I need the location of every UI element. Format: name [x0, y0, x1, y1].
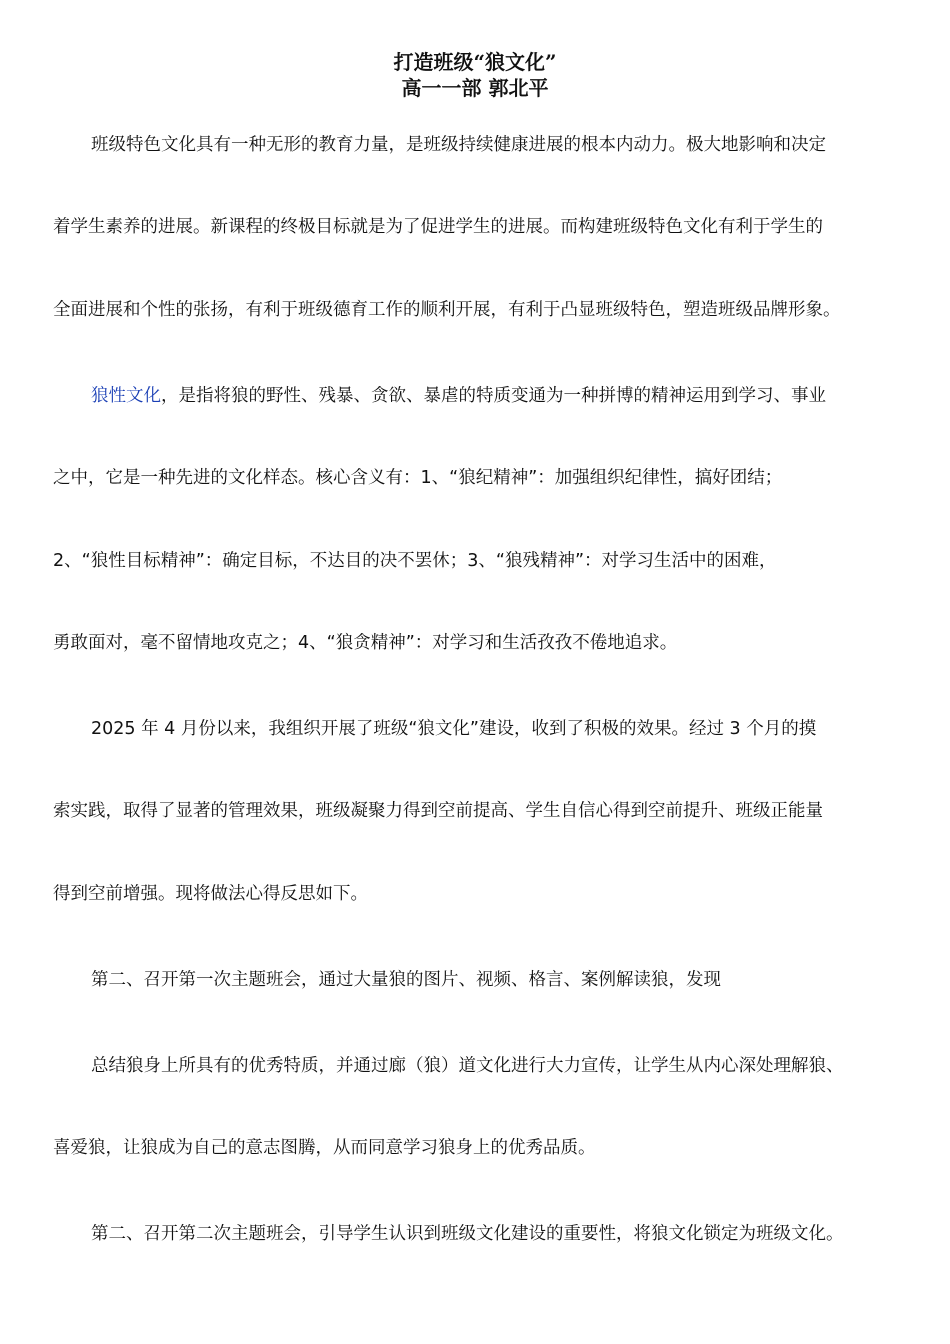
paragraph-line: 班级特色文化具有一种无形的教育力量，是班级持续健康进展的根本内动力。极大地影响和决定	[91, 135, 826, 155]
paragraph-line: 着学生素养的进展。新课程的终极目标就是为了促进学生的进展。而构建班级特色文化有利于学生的	[53, 217, 823, 237]
paragraph-line: 勇敢面对，毫不留情地攻克之；4、“狼贪精神”：对学习和生活孜孜不倦地追求。	[53, 633, 678, 653]
paragraph-line: 总结狼身上所具有的优秀特质，并通过廊（狼）道文化进行大力宣传，让学生从内心深处理解狼、	[91, 1056, 844, 1076]
wolf-culture-link[interactable]: 狼性文化	[91, 386, 161, 406]
paragraph-line: 2025 年 4 月份以来，我组织开展了班级“狼文化”建设，收到了积极的效果。经过 3 个月的摸	[91, 719, 817, 739]
paragraph-line: 第二、召开第一次主题班会，通过大量狼的图片、视频、格言、案例解读狼，发现	[91, 970, 721, 990]
paragraph-line-text: ，是指将狼的野性、残暴、贪欲、暴虐的特质变通为一种拼博的精神运用到学习、事业	[161, 386, 826, 406]
paragraph-line: 第二、召开第二次主题班会，引导学生认识到班级文化建设的重要性，将狼文化锁定为班级文化。	[91, 1224, 844, 1244]
paragraph-line: 索实践，取得了显著的管理效果，班级凝聚力得到空前提高、学生自信心得到空前提升、班级正能量	[53, 801, 823, 821]
paragraph-line: 之中，它是一种先进的文化样态。核心含义有：1、“狼纪精神”：加强组织纪律性，搞好团结；	[53, 468, 783, 488]
document-title: 打造班级“狼文化”	[393, 50, 557, 74]
paragraph-line: 得到空前增强。现将做法心得反思如下。	[53, 884, 368, 904]
paragraph-line-with-link	[91, 384, 826, 408]
document-author: 高一一部 郭北平	[401, 76, 549, 100]
paragraph-line: 喜爱狼，让狼成为自己的意志图腾，从而同意学习狼身上的优秀品质。	[53, 1138, 596, 1158]
paragraph-line: 全面进展和个性的张扬，有利于班级德育工作的顺利开展，有利于凸显班级特色，塑造班级品牌形象。	[53, 300, 841, 320]
paragraph-line: 2、“狼性目标精神”：确定目标，不达目的决不罢休；3、“狼残精神”：对学习生活中的困难，	[53, 551, 777, 571]
